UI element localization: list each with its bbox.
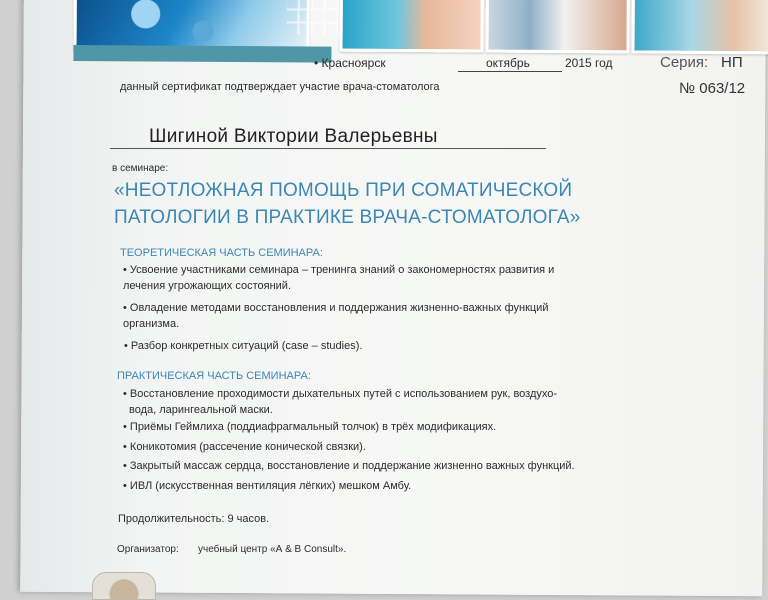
month-value: октябрь [486, 56, 530, 70]
practice-item: • ИВЛ (искусственная вентиляция лёгких) мешком Амбу. [123, 480, 412, 492]
practice-item: • Закрытый массаж сердца, восстановление и поддержание жизненно важных функций. [123, 460, 575, 472]
practice-item: • Приёмы Геймлиха (поддиафрагмальный толчок) в трёх модификациях. [123, 421, 497, 433]
month-underline [458, 71, 562, 72]
practice-item-continuation: вода, ларингеальной маски. [129, 404, 273, 416]
organizer-value: учебный центр «А & В Consult». [198, 544, 347, 555]
header-photo-dental-patient [339, 0, 483, 53]
participant-name: Шигиной Виктории Валерьевны [149, 126, 438, 147]
theory-item: • Разбор конкретных ситуаций (case – studies). [124, 340, 363, 352]
header-photo-treatment [485, 0, 629, 53]
practice-item: • Коникотомия (рассечение конической связки). [123, 441, 366, 453]
header-accent-bar [73, 45, 331, 63]
theory-item-continuation: лечения угрожающих состояний. [123, 280, 292, 292]
seminar-title-line1: «НЕОТЛОЖНАЯ ПОМОЩЬ ПРИ СОМАТИЧЕСКОЙ [114, 180, 573, 201]
seminar-title-line2: ПАТОЛОГИИ В ПРАКТИКЕ ВРАЧА-СТОМАТОЛОГА» [114, 207, 581, 228]
certificate-number: № 063/12 [679, 80, 746, 97]
name-underline [110, 148, 546, 149]
city-label: • Красноярск [314, 56, 386, 70]
in-seminar-label: в семинаре: [112, 163, 169, 174]
theory-heading: ТЕОРЕТИЧЕСКАЯ ЧАСТЬ СЕМИНАРА: [120, 247, 323, 259]
confirmation-text: данный сертификат подтверждает участие врача-стоматолога [120, 81, 440, 93]
series-value: НП [721, 54, 743, 71]
header-photo-molecules [73, 0, 309, 51]
theory-item: • Усвоение участниками семинара – тренинга знаний о закономерностях развития и [123, 264, 555, 276]
series-label: Серия: [660, 54, 709, 71]
practice-item: • Восстановление проходимости дыхательных путей с использованием рук, воздухо- [123, 388, 558, 400]
organizer-logo-photo [92, 572, 156, 600]
year-value: 2015 год [565, 56, 613, 70]
theory-item-continuation: организма. [123, 318, 180, 330]
header-photo-dentist [631, 0, 768, 54]
theory-item: • Овладение методами восстановления и поддержания жизненно-важных функций [123, 302, 549, 314]
practice-heading: ПРАКТИЧЕСКАЯ ЧАСТЬ СЕМИНАРА: [117, 370, 311, 382]
duration-text: Продолжительность: 9 часов. [118, 513, 270, 525]
organizer-label: Организатор: [117, 544, 179, 555]
